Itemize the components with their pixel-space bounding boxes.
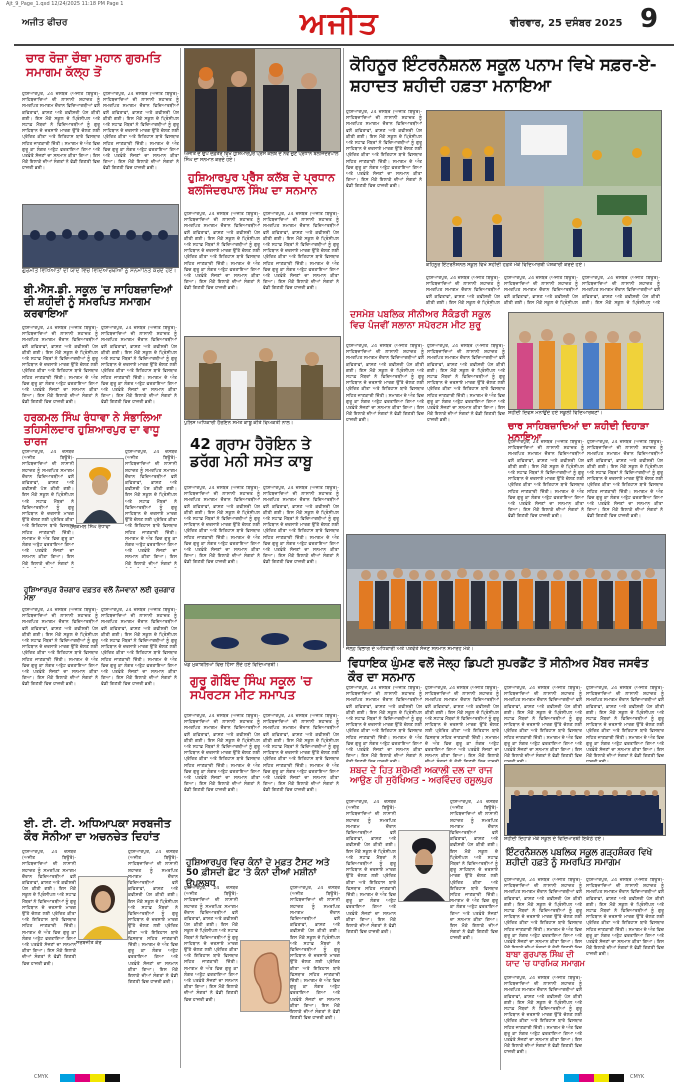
article-body: ਹੁਸ਼ਿਆਰਪੁਰ, 24 ਦਸੰਬਰ (ਅਜੀਤ ਬਿਊਰੋ)- ਸਾਹਿਬਜ਼ਾਦਿਆਂ ਦੀ ਲਾਸਾਨੀ ਸ਼ਹਾਦਤ ਨੂੰ ਸਮਰਪਿਤ ਸਮਾਗਮ ਦੌਰਾਨ ਵਿਦਿਆਰਥੀਆਂ ਵਲੋਂ ਕਵਿਤਾਵਾਂ, ਭਾਸ਼ਣ ਅਤੇ ਕਵੀਸ਼ਰੀ ਪੇਸ਼ ਕੀਤੀ ਗਈ। ਇਸ ਮੌਕੇ ਸਕੂਲ ਦੇ ਪ੍ਰਿੰਸੀਪਲ ਅਤੇ ਸਟਾਫ਼ ਮੈਂਬਰਾਂ ਨੇ ਵਿਦਿਆਰਥੀਆਂ ਨੂੰ ਗੁਰੂ ਸਾਹਿਬਾਨ ਦੇ ਦਰਸਾਏ ਮਾਰਗ ਉੱਤੇ ਚੱਲਣ ਲਈ ਪ੍ਰੇਰਿਤ ਕੀਤਾ ਅਤੇ ਇਤਿਹਾਸ ਬਾਰੇ ਵਿਸਥਾਰ ਸਹਿਤ ਜਾਣਕਾਰੀ ਦਿੱਤੀ। ਸਮਾਗਮ ਦੇ ਅੰਤ ਵਿਚ ਗੁਰੂ ਕਾ ਲੰਗਰ ਅਤੁੱਟ ਵਰਤਾਇਆ ਗਿਆ ਅਤੇ ਪਤਵੰਤੇ ਸੱਜਣਾਂ ਦਾ ਸਨਮਾਨ ਕੀਤਾ ਗਿਆ। ਇਸ ਮੌਕੇ ਇਲਾਕੇ [425, 686, 499, 760]
article-body: ਹੁਸ਼ਿਆਰਪੁਰ, 24 ਦਸੰਬਰ (ਅਜੀਤ ਬਿਊਰੋ)- ਸਾਹਿਬਜ਼ਾਦਿਆਂ ਦੀ ਲਾਸਾਨੀ ਸ਼ਹਾਦਤ ਨੂੰ ਸਮਰਪਿਤ ਸਮਾਗਮ ਦੌਰਾਨ ਵਿਦਿਆਰਥੀਆਂ ਵਲੋਂ ਕਵਿਤਾਵਾਂ, ਭਾਸ਼ਣ ਅਤੇ ਕਵੀਸ਼ਰੀ ਪੇਸ਼ ਕੀਤੀ ਗਈ। ਇਸ ਮੌਕੇ ਸਕੂਲ ਦੇ ਪ੍ਰਿੰਸੀਪਲ ਅਤੇ ਸਟਾਫ਼ ਮੈਂਬਰਾਂ ਨੇ ਵਿਦਿਆਰਥੀਆਂ ਨੂੰ ਗੁਰੂ ਸਾਹਿਬਾਨ ਦੇ ਦਰਸਾਏ ਮਾਰਗ ਉੱਤੇ ਚੱਲਣ ਲਈ ਪ੍ਰੇਰਿਤ ਕੀਤਾ ਅਤੇ ਇਤਿਹਾਸ ਬਾਰੇ ਵਿਸਥਾਰ ਸਹਿਤ ਜਾਣਕਾਰੀ ਦਿੱਤੀ। ਸਮਾਗਮ ਦੇ ਅੰਤ ਵਿਚ ਗੁਰੂ ਕਾ ਲੰਗਰ ਅਤੁੱਟ ਵਰਤਾਇਆ ਗਿਆ ਅਤੇ ਪਤਵੰਤੇ ਸੱਜਣਾਂ ਦਾ ਸਨਮਾਨ ਕੀਤਾ ਗਿਆ। ਇਸ ਮੌਕੇ ਇਲਾਕੇ ਦੀਆਂ ਸੰਗਤਾਂ ਨੇ ਵੱਡੀ ਗਿਣਤੀ ਵਿਚ ਹਾਜ਼ਰੀ ਭਰੀ। [263, 212, 339, 292]
article-body: ਹੁਸ਼ਿਆਰਪੁਰ, 24 ਦਸੰਬਰ (ਅਜੀਤ ਬਿਊਰੋ)- ਸਾਹਿਬਜ਼ਾਦਿਆਂ ਦੀ ਲਾਸਾਨੀ ਸ਼ਹਾਦਤ ਨੂੰ ਸਮਰਪਿਤ ਸਮਾਗਮ ਦੌਰਾਨ ਵਿਦਿਆਰਥੀਆਂ ਵਲੋਂ ਕਵਿਤਾਵਾਂ, ਭਾਸ਼ਣ ਅਤੇ ਕਵੀਸ਼ਰੀ ਪੇਸ਼ ਕੀਤੀ ਗਈ। ਇਸ ਮੌਕੇ ਸਕੂਲ ਦੇ ਪ੍ਰਿੰਸੀਪਲ ਅਤੇ ਸਟਾਫ਼ ਮੈਂਬਰਾਂ ਨੇ ਵਿਦਿਆਰਥੀਆਂ ਨੂੰ ਗੁਰੂ ਸਾਹਿਬਾਨ ਦੇ ਦਰਸਾਏ ਮਾਰਗ ਉੱਤੇ ਚੱਲਣ ਲਈ ਪ੍ਰੇਰਿਤ ਕੀਤਾ ਅਤੇ ਇਤਿਹਾਸ ਬਾਰੇ ਵਿਸਥਾਰ ਸਹਿਤ ਜਾਣਕਾਰੀ ਦਿੱਤੀ। ਸਮਾਗਮ ਦੇ ਅੰਤ ਵਿਚ ਗੁਰੂ ਕਾ ਲੰਗਰ ਅਤੁੱਟ ਵਰਤਾਇਆ ਗਿਆ ਅਤੇ ਪਤਵੰਤੇ ਸੱਜਣਾਂ ਦਾ ਸਨਮਾਨ ਕੀਤਾ ਗਿਆ। ਇਸ ਮੌਕੇ ਇਲਾਕੇ ਦੀਆਂ ਸੰਗਤਾਂ ਨੇ [125, 450, 177, 567]
portrait-photo [398, 830, 450, 902]
article-body: ਹੁਸ਼ਿਆਰਪੁਰ, 24 ਦਸੰਬਰ (ਅਜੀਤ ਬਿਊਰੋ)- ਸਾਹਿਬਜ਼ਾਦਿਆਂ ਦੀ ਲਾਸਾਨੀ ਸ਼ਹਾਦਤ ਨੂੰ ਸਮਰਪਿਤ ਸਮਾਗਮ ਦੌਰਾਨ ਵਿਦਿਆਰਥੀਆਂ ਵਲੋਂ ਕਵਿਤਾਵਾਂ, ਭਾਸ਼ਣ ਅਤੇ ਕਵੀਸ਼ਰੀ ਪੇਸ਼ ਕੀਤੀ ਗਈ। ਇਸ ਮੌਕੇ ਸਕੂਲ ਦੇ ਪ੍ਰਿੰਸੀਪਲ ਅਤੇ ਸਟਾਫ਼ ਮੈਂਬਰਾਂ ਨੇ ਵਿਦਿਆਰਥੀਆਂ ਨੂੰ ਗੁਰੂ ਸਾਹਿਬਾਨ ਦੇ ਦਰਸਾਏ ਮਾਰਗ ਉੱਤੇ ਚੱਲਣ ਲਈ ਪ੍ਰੇਰਿਤ ਕੀਤਾ ਅਤੇ ਇਤਿਹਾਸ ਬਾਰੇ ਵਿਸਥਾਰ ਸਹਿਤ ਜਾਣਕਾਰੀ ਦਿੱਤੀ। ਸਮਾਗਮ ਦੇ ਅੰਤ ਵਿਚ ਗੁਰੂ ਕਾ ਲੰਗਰ ਅਤੁੱਟ ਵਰਤਾਇਆ ਗਿਆ ਅਤੇ ਪਤਵੰਤੇ ਸੱਜਣਾਂ ਦਾ ਸਨਮਾਨ ਕੀਤਾ ਗਿਆ। ਇਸ ਮੌਕੇ ਇਲਾਕੇ ਦੀਆਂ ਸੰਗਤਾਂ ਨੇ [346, 686, 422, 760]
ear-photo [240, 940, 290, 1012]
article-body: ਹੁਸ਼ਿਆਰਪੁਰ, 24 ਦਸੰਬਰ (ਅਜੀਤ ਬਿਊਰੋ)- ਸਾਹਿਬਜ਼ਾਦਿਆਂ ਦੀ ਲਾਸਾਨੀ ਸ਼ਹਾਦਤ ਨੂੰ ਸਮਰਪਿਤ ਸਮਾਗਮ ਦੌਰਾਨ ਵਿਦਿਆਰਥੀਆਂ ਵਲੋਂ ਕਵਿਤਾਵਾਂ, ਭਾਸ਼ਣ ਅਤੇ ਕਵੀਸ਼ਰੀ ਪੇਸ਼ ਕੀਤੀ ਗਈ। ਇਸ ਮੌਕੇ ਸਕੂਲ ਦੇ ਪ੍ਰਿੰਸੀਪਲ ਅਤੇ ਸਟਾਫ਼ ਮੈਂਬਰਾਂ ਨੇ ਵਿਦਿਆਰਥੀਆਂ ਨੂੰ ਗੁਰੂ ਸਾਹਿਬਾਨ ਦੇ ਦਰਸਾਏ ਮਾਰਗ ਉੱਤੇ ਚੱਲਣ ਲਈ ਪ੍ਰੇਰਿਤ ਕੀਤਾ ਅਤੇ ਇਤਿਹਾਸ ਬਾਰੇ ਵਿਸਥਾਰ ਸਹਿਤ ਜਾਣਕਾਰੀ ਦਿੱਤੀ। ਸਮਾਗਮ ਦੇ ਅੰਤ ਵਿਚ ਗੁਰੂ ਕਾ ਲੰਗਰ ਅਤੁੱਟ ਵਰਤਾਇਆ ਗਿਆ ਅਤੇ ਪਤਵੰਤੇ ਸੱਜਣਾਂ ਦਾ ਸਨਮਾਨ ਕੀਤਾ ਗਿਆ। ਇਸ ਮੌਕੇ ਇਲਾਕੇ ਦੀਆਂ ਸੰਗਤਾਂ ਨੇ ਵੱਡੀ ਗਿਣਤੀ ਵਿਚ ਹਾਜ਼ਰੀ ਭਰੀ। [184, 714, 260, 794]
article-body: ਹੁਸ਼ਿਆਰਪੁਰ, 24 ਦਸੰਬਰ (ਅਜੀਤ ਬਿਊਰੋ)- ਸਾਹਿਬਜ਼ਾਦਿਆਂ ਦੀ ਲਾਸਾਨੀ ਸ਼ਹਾਦਤ ਨੂੰ ਸਮਰਪਿਤ ਸਮਾਗਮ ਦੌਰਾਨ ਵਿਦਿਆਰਥੀਆਂ ਵਲੋਂ ਕਵਿਤਾਵਾਂ, ਭਾਸ਼ਣ ਅਤੇ ਕਵੀਸ਼ਰੀ ਪੇਸ਼ ਕੀਤੀ ਗਈ। ਇਸ ਮੌਕੇ ਸਕੂਲ ਦੇ ਪ੍ਰਿੰਸੀਪਲ ਅਤੇ ਸਟਾਫ਼ ਮੈਂਬਰਾਂ ਨੇ ਵਿਦਿਆਰਥੀਆਂ ਨੂੰ ਗੁਰੂ ਸਾਹਿਬਾਨ ਦੇ ਦਰਸਾਏ ਮਾਰਗ ਉੱਤੇ ਚੱਲਣ ਲਈ ਪ੍ਰੇਰਿਤ ਕੀਤਾ ਅਤੇ ਇਤਿਹਾਸ ਬਾਰੇ ਵਿਸਥਾਰ ਸਹਿਤ ਜਾਣਕਾਰੀ ਦਿੱਤੀ। ਸਮਾਗਮ ਦੇ ਅੰਤ ਵਿਚ ਗੁਰੂ ਕਾ ਲੰਗਰ ਅਤੁੱਟ ਵਰਤਾਇਆ ਗਿਆ ਅਤੇ ਪਤਵੰਤੇ ਸੱਜਣਾਂ ਦਾ ਸਨਮਾਨ ਕੀਤਾ ਗਿਆ। ਇਸ ਮੌਕੇ ਇਲਾਕੇ ਦੀਆਂ ਸੰਗਤਾਂ ਨੇ ਵੱਡੀ ਗਿਣਤੀ ਵਿਚ ਹਾਜ਼ਰੀ ਭਰੀ। [346, 344, 424, 424]
article-body: ਹੁਸ਼ਿਆਰਪੁਰ, 24 ਦਸੰਬਰ (ਅਜੀਤ ਬਿਊਰੋ)- ਸਾਹਿਬਜ਼ਾਦਿਆਂ ਦੀ ਲਾਸਾਨੀ ਸ਼ਹਾਦਤ ਨੂੰ ਸਮਰਪਿਤ ਸਮਾਗਮ ਦੌਰਾਨ ਵਿਦਿਆਰਥੀਆਂ ਵਲੋਂ ਕਵਿਤਾਵਾਂ, ਭਾਸ਼ਣ ਅਤੇ ਕਵੀਸ਼ਰੀ ਪੇਸ਼ ਕੀਤੀ ਗਈ। ਇਸ ਮੌਕੇ ਸਕੂਲ ਦੇ ਪ੍ਰਿੰਸੀਪਲ ਅਤੇ ਸਟਾਫ਼ ਮੈਂਬਰਾਂ ਨੇ ਵਿਦਿਆਰਥੀਆਂ ਨੂੰ ਗੁਰੂ ਸਾਹਿਬਾਨ ਦੇ ਦਰਸਾਏ ਮਾਰਗ ਉੱਤੇ ਚੱਲਣ ਲਈ ਪ੍ਰੇਰਿਤ ਕੀਤਾ ਅਤੇ ਇਤਿਹਾਸ ਬਾਰੇ ਵਿਸਥਾਰ ਸਹਿਤ ਜਾਣਕਾਰੀ ਦਿੱਤੀ। ਸਮਾਗਮ ਦੇ ਅੰਤ ਵਿਚ ਗੁਰੂ ਕਾ ਲੰਗਰ ਅਤੁੱਟ ਵਰਤਾਇਆ ਗਿਆ ਅਤੇ ਪਤਵੰਤੇ ਸੱਜਣਾਂ ਦਾ ਸਨਮਾਨ ਕੀਤਾ ਗਿਆ। ਇਸ [504, 878, 582, 946]
photo-caption: ਖੇਡ ਮੁਕਾਬਲਿਆਂ ਵਿਚ ਹਿੱਸਾ ਲੈਂਦੇ ਹੋਏ ਵਿਦਿਆਰਥੀ। [184, 662, 279, 668]
photo-caption: ਸ਼ਹੀਦੀ ਦਿਵਸ ਮਨਾਉਂਦੇ ਹੋਏ ਸਕੂਲੀ ਵਿਦਿਆਰਥਣਾਂ। [508, 410, 603, 416]
column-divider [180, 48, 181, 1068]
newspaper-logo: ਅਜੀਤ [300, 6, 380, 41]
color-registration-bar [564, 1074, 624, 1082]
issue-date: ਵੀਰਵਾਰ, 25 ਦਸੰਬਰ 2025 [510, 18, 623, 29]
article-body: ਹੁਸ਼ਿਆਰਪੁਰ, 24 ਦਸੰਬਰ (ਅਜੀਤ ਬਿਊਰੋ)- ਸਾਹਿਬਜ਼ਾਦਿਆਂ ਦੀ ਲਾਸਾਨੀ ਸ਼ਹਾਦਤ ਨੂੰ ਸਮਰਪਿਤ ਸਮਾਗਮ ਦੌਰਾਨ ਵਿਦਿਆਰਥੀਆਂ ਵਲੋਂ ਕਵਿਤਾਵਾਂ, ਭਾਸ਼ਣ ਅਤੇ ਕਵੀਸ਼ਰੀ ਪੇਸ਼ ਕੀਤੀ ਗਈ। ਇਸ ਮੌਕੇ ਸਕੂਲ ਦੇ ਪ੍ਰਿੰਸੀਪਲ ਅਤੇ ਸਟਾਫ਼ ਮੈਂਬਰਾਂ ਨੇ ਵਿਦਿਆਰਥੀਆਂ ਨੂੰ ਗੁਰੂ ਸਾਹਿਬਾਨ ਦੇ ਦਰਸਾਏ ਮਾਰਗ ਉੱਤੇ ਚੱਲਣ ਲਈ ਪ੍ਰੇਰਿਤ ਕੀਤਾ ਅਤੇ ਇਤਿਹਾਸ ਬਾਰੇ ਵਿਸਥਾਰ ਸਹਿਤ ਜਾਣਕਾਰੀ ਦਿੱਤੀ। ਸਮਾਗਮ ਦੇ ਅੰਤ ਵਿਚ ਗੁਰੂ ਕਾ ਲੰਗਰ ਅਤੁੱਟ ਵਰਤਾਇਆ ਗਿਆ ਅਤੇ ਪਤਵੰਤੇ ਸੱਜਣਾਂ ਦਾ ਸਨਮਾਨ ਕੀਤਾ ਗਿਆ। ਇਸ ਮੌਕੇ ਇਲਾਕੇ ਦੀਆਂ ਸੰਗਤਾਂ ਨੇ ਵੱਡੀ ਗਿਣਤੀ ਵਿਚ ਹਾਜ਼ਰੀ ਭਰੀ। [184, 886, 238, 1003]
article-body: ਹੁਸ਼ਿਆਰਪੁਰ, 24 ਦਸੰਬਰ (ਅਜੀਤ ਬਿਊਰੋ)- ਸਾਹਿਬਜ਼ਾਦਿਆਂ ਦੀ ਲਾਸਾਨੀ ਸ਼ਹਾਦਤ ਨੂੰ ਸਮਰਪਿਤ ਸਮਾਗਮ ਦੌਰਾਨ ਵਿਦਿਆਰਥੀਆਂ ਵਲੋਂ ਕਵਿਤਾਵਾਂ, ਭਾਸ਼ਣ ਅਤੇ ਕਵੀਸ਼ਰੀ ਪੇਸ਼ ਕੀਤੀ ਗਈ। ਇਸ ਮੌਕੇ ਸਕੂਲ ਦੇ ਪ੍ਰਿੰਸੀਪਲ ਅਤੇ ਸਟਾਫ਼ ਮੈਂਬਰਾਂ ਨੇ ਵਿਦਿਆਰਥੀਆਂ ਨੂੰ ਗੁਰੂ ਸਾਹਿਬਾਨ ਦੇ ਦਰਸਾਏ ਮਾਰਗ ਉੱਤੇ ਚੱਲਣ ਲਈ ਪ੍ਰੇਰਿਤ ਕੀਤਾ ਅਤੇ ਇਤਿਹਾਸ ਬਾਰੇ ਵਿਸਥਾਰ ਸਹਿਤ ਜਾਣਕਾਰੀ ਦਿੱਤੀ। ਸਮਾਗਮ ਦੇ ਅੰਤ ਵਿਚ ਗੁਰੂ ਕਾ ਲੰਗਰ ਅਤੁੱਟ ਵਰਤਾਇਆ ਗਿਆ ਅਤੇ ਪਤਵੰਤੇ ਸੱਜਣਾਂ ਦਾ ਸਨਮਾਨ ਕੀਤਾ ਗਿਆ। ਇਸ ਮੌਕੇ ਇਲਾਕੇ ਦੀਆਂ ਸੰਗਤਾਂ ਨੇ ਵੱਡੀ ਗਿਣਤੀ ਵਿਚ [586, 686, 664, 760]
article-headline: ਚਾਰ ਰੋਜ਼ਾ ਚੌਥਾ ਮਹਾਨ ਗੁਰਮਤਿ ਸਮਾਗਮ ਕੱਲ੍ਹ ਤੋਂ [26, 51, 161, 79]
color-registration-bar [60, 1074, 120, 1082]
photo-caption: ਜੇਲ੍ਹ ਵਿਭਾਗ ਦੇ ਅਧਿਕਾਰੀ ਅਤੇ ਪਤਵੰਤੇ ਸੱਜਣ ਸਨਮਾਨ ਸਮਾਰੋਹ ਮੌਕੇ। [346, 646, 474, 652]
article-body: ਹੁਸ਼ਿਆਰਪੁਰ, 24 ਦਸੰਬਰ (ਅਜੀਤ ਬਿਊਰੋ)- ਸਾਹਿਬਜ਼ਾਦਿਆਂ ਦੀ ਲਾਸਾਨੀ ਸ਼ਹਾਦਤ ਨੂੰ ਸਮਰਪਿਤ ਸਮਾਗਮ ਦੌਰਾਨ ਵਿਦਿਆਰਥੀਆਂ ਵਲੋਂ ਕਵਿਤਾਵਾਂ, ਭਾਸ਼ਣ ਅਤੇ ਕਵੀਸ਼ਰੀ ਪੇਸ਼ ਕੀਤੀ ਗਈ। ਇਸ ਮੌਕੇ ਸਕੂਲ ਦੇ ਪ੍ਰਿੰਸੀਪਲ ਅਤੇ ਸਟਾਫ਼ ਮੈਂਬਰਾਂ ਨੇ ਵਿਦਿਆਰਥੀਆਂ ਨੂੰ ਗੁਰੂ ਸਾਹਿਬਾਨ ਦੇ ਦਰਸਾਏ ਮਾਰਗ ਉੱਤੇ ਚੱਲਣ ਲਈ ਪ੍ਰੇਰਿਤ ਕੀਤਾ ਅਤੇ ਇਤਿਹਾਸ ਬਾਰੇ ਵਿਸਥਾਰ ਸਹਿਤ ਜਾਣਕਾਰੀ ਦਿੱਤੀ। ਸਮਾਗਮ ਦੇ ਅੰਤ ਵਿਚ ਗੁਰੂ ਕਾ ਲੰਗਰ ਅਤੁੱਟ ਵਰਤਾਇਆ ਗਿਆ ਅਤੇ ਪਤਵੰਤੇ ਸੱਜਣਾਂ ਦਾ ਸਨਮਾਨ ਕੀਤਾ ਗਿਆ। ਇਸ ਮੌਕੇ ਇਲਾਕੇ ਦੀਆਂ ਸੰਗਤਾਂ ਨੇ ਵੱਡੀ ਗਿਣਤੀ ਵਿਚ [504, 686, 582, 760]
article-headline: ਹੁਸ਼ਿਆਰਪੁਰ ਵਿਚ ਕੰਨਾਂ ਦੇ ਮੁਫ਼ਤ ਟੈਸਟ ਅਤੇ 50 ਫ਼ੀਸਦੀ ਛੋਟ 'ਤੇ ਕੰਨਾਂ ਦੀਆਂ ਮਸ਼ੀਨਾਂ ਉਪਲਬਧ [186, 858, 330, 889]
article-body: ਹੁਸ਼ਿਆਰਪੁਰ, 24 ਦਸੰਬਰ (ਅਜੀਤ ਬਿਊਰੋ)- ਸਾਹਿਬਜ਼ਾਦਿਆਂ ਦੀ ਲਾਸਾਨੀ ਸ਼ਹਾਦਤ ਨੂੰ ਸਮਰਪਿਤ ਸਮਾਗਮ ਦੌਰਾਨ ਵਿਦਿਆਰਥੀਆਂ ਵਲੋਂ ਕਵਿਤਾਵਾਂ, ਭਾਸ਼ਣ ਅਤੇ ਕਵੀਸ਼ਰੀ ਪੇਸ਼ ਕੀਤੀ ਗਈ। ਇਸ ਮੌਕੇ ਸਕੂਲ ਦੇ ਪ੍ਰਿੰਸੀਪਲ ਅਤੇ ਸਟਾਫ਼ ਮੈਂਬਰਾਂ ਨੇ ਵਿਦਿਆਰਥੀਆਂ ਨੂੰ ਗੁਰੂ ਸਾਹਿਬਾਨ ਦੇ ਦਰਸਾਏ ਮਾਰਗ ਉੱਤੇ ਚੱਲਣ ਲਈ ਪ੍ਰੇਰਿਤ ਕੀਤਾ ਅਤੇ ਇਤਿਹਾਸ ਬਾਰੇ ਵਿਸਥਾਰ ਸਹਿਤ ਜਾਣਕਾਰੀ ਦਿੱਤੀ। ਸਮਾਗਮ ਦੇ ਅੰਤ ਵਿਚ ਗੁਰੂ ਕਾ ਲੰਗਰ ਅਤੁੱਟ ਵਰਤਾਇਆ ਗਿਆ ਅਤੇ ਪਤਵੰਤੇ ਸੱਜਣਾਂ ਦਾ ਸਨਮਾਨ ਕੀਤਾ ਗਿਆ। ਇਸ ਮੌਕੇ ਇਲਾਕੇ ਦੀਆਂ ਸੰਗਤਾਂ ਨੇ ਵੱਡੀ ਗਿਣਤੀ ਵਿਚ ਹਾਜ਼ਰੀ ਭਰੀ। [22, 608, 98, 688]
page-number: 9 [640, 4, 659, 34]
article-body: ਹੁਸ਼ਿਆਰਪੁਰ, 24 ਦਸੰਬਰ (ਅਜੀਤ ਬਿਊਰੋ)- ਸਾਹਿਬਜ਼ਾਦਿਆਂ ਦੀ ਲਾਸਾਨੀ ਸ਼ਹਾਦਤ ਨੂੰ ਸਮਰਪਿਤ ਸਮਾਗਮ ਦੌਰਾਨ ਵਿਦਿਆਰਥੀਆਂ ਵਲੋਂ ਕਵਿਤਾਵਾਂ, ਭਾਸ਼ਣ ਅਤੇ ਕਵੀਸ਼ਰੀ ਪੇਸ਼ ਕੀਤੀ ਗਈ। ਇਸ ਮੌਕੇ ਸਕੂਲ ਦੇ ਪ੍ਰਿੰਸੀਪਲ ਅਤੇ ਸਟਾਫ਼ ਮੈਂਬਰਾਂ ਨੇ ਵਿਦਿਆਰਥੀਆਂ ਨੂੰ ਗੁਰੂ ਸਾਹਿਬਾਨ ਦੇ ਦਰਸਾਏ ਮਾਰਗ ਉੱਤੇ ਚੱਲਣ ਲਈ ਪ੍ਰੇਰਿਤ ਕੀਤਾ ਅਤੇ ਇਤਿਹਾਸ ਬਾਰੇ ਵਿਸਥਾਰ ਸਹਿਤ ਜਾਣਕਾਰੀ ਦਿੱਤੀ। ਸਮਾਗਮ ਦੇ ਅੰਤ ਵਿਚ ਗੁਰੂ ਕਾ ਲੰਗਰ ਅਤੁੱਟ ਵਰਤਾਇਆ ਗਿਆ ਅਤੇ ਪਤਵੰਤੇ ਸੱਜਣਾਂ ਦਾ ਸਨਮਾਨ ਕੀਤਾ ਗਿਆ। ਇਸ ਮੌਕੇ ਇਲਾਕੇ ਦੀਆਂ ਸੰਗਤਾਂ ਨੇ ਵੱਡੀ ਗਿਣਤੀ ਵਿਚ ਹਾਜ਼ਰੀ ਭਰੀ। [263, 486, 339, 566]
article-headline: ਗੁਰੂ ਗੋਬਿੰਦ ਸਿੰਘ ਸਕੂਲ 'ਚ ਸਪੋਰਟਸ ਮੀਟ ਸਮਾਪਤ [190, 673, 312, 703]
article-headline: ਬੀ.ਐਸ.ਡੀ. ਸਕੂਲ 'ਚ ਸਾਹਿਬਜ਼ਾਦਿਆਂ ਦੀ ਸ਼ਹੀਦੀ ਨੂੰ ਸਮਰਪਿਤ ਸਮਾਗਮ ਕਰਵਾਇਆ [24, 284, 173, 321]
press-club-photo [184, 48, 341, 152]
photo-caption: ਪੁਲਿਸ ਅਧਿਕਾਰੀ ਹੈਰੋਇਨ ਸਮੇਤ ਕਾਬੂ ਕੀਤੇ ਵਿਅਕਤੀ ਨਾਲ। [184, 420, 294, 426]
column-divider [500, 690, 501, 1070]
article-headline: ਵਿਧਾਇਕ ਘੁੰਮਣ ਵਲੋਂ ਜੇਲ੍ਹ ਡਿਪਟੀ ਸੁਪਰਡੈਂਟ ਤੋਂ ਸੀਨੀਅਰ ਮੈਂਬਰ ਜਸਵੰਤ ਕੌਰ ਦਾ ਸਨਮਾਨ [348, 656, 649, 684]
article-body: ਹੁਸ਼ਿਆਰਪੁਰ, 24 ਦਸੰਬਰ (ਅਜੀਤ ਬਿਊਰੋ)- ਸਾਹਿਬਜ਼ਾਦਿਆਂ ਦੀ ਲਾਸਾਨੀ ਸ਼ਹਾਦਤ ਨੂੰ ਸਮਰਪਿਤ ਸਮਾਗਮ ਦੌਰਾਨ ਵਿਦਿਆਰਥੀਆਂ ਵਲੋਂ ਕਵਿਤਾਵਾਂ, ਭਾਸ਼ਣ ਅਤੇ ਕਵੀਸ਼ਰੀ ਪੇਸ਼ ਕੀਤੀ ਗਈ। ਇਸ ਮੌਕੇ ਸਕੂਲ ਦੇ ਪ੍ਰਿੰਸੀਪਲ ਅਤੇ ਸਟਾਫ਼ ਮੈਂਬਰਾਂ ਨੇ ਵਿਦਿਆਰਥੀਆਂ ਨੂੰ ਗੁਰੂ ਸਾਹਿਬਾਨ ਦੇ ਦਰਸਾਏ ਮਾਰਗ ਉੱਤੇ ਚੱਲਣ ਲਈ ਪ੍ਰੇਰਿਤ ਕੀਤਾ ਅਤੇ ਇਤਿਹਾਸ ਬਾਰੇ ਵਿਸਥਾਰ ਸਹਿਤ ਜਾਣਕਾਰੀ ਦਿੱਤੀ। ਸਮਾਗਮ ਦੇ ਅੰਤ ਵਿਚ ਗੁਰੂ ਕਾ ਲੰਗਰ ਅਤੁੱਟ ਵਰਤਾਇਆ ਗਿਆ ਅਤੇ ਪਤਵੰਤੇ ਸੱਜਣਾਂ ਦਾ ਸਨਮਾਨ ਕੀਤਾ ਗਿਆ। ਇਸ ਮੌਕੇ ਇਲਾਕੇ ਦੀਆਂ ਸੰਗਤਾਂ ਨੇ ਵੱਡੀ ਗਿਣਤੀ ਵਿਚ ਹਾਜ਼ਰੀ ਭਰੀ। [450, 800, 498, 942]
article-body: ਹੁਸ਼ਿਆਰਪੁਰ, 24 ਦਸੰਬਰ (ਅਜੀਤ ਬਿਊਰੋ)- ਸਾਹਿਬਜ਼ਾਦਿਆਂ ਦੀ ਲਾਸਾਨੀ ਸ਼ਹਾਦਤ ਨੂੰ ਸਮਰਪਿਤ ਸਮਾਗਮ ਦੌਰਾਨ ਵਿਦਿਆਰਥੀਆਂ ਵਲੋਂ ਕਵਿਤਾਵਾਂ, ਭਾਸ਼ਣ ਅਤੇ ਕਵੀਸ਼ਰੀ ਪੇਸ਼ ਕੀਤੀ ਗਈ। ਇਸ ਮੌਕੇ ਸਕੂਲ ਦੇ ਪ੍ਰਿੰਸੀਪਲ ਅਤੇ ਸਟਾਫ਼ ਮੈਂਬਰਾਂ ਨੇ ਵਿਦਿਆਰਥੀਆਂ ਨੂੰ ਗੁਰੂ ਸਾਹਿਬਾਨ ਦੇ ਦਰਸਾਏ ਮਾਰਗ ਉੱਤੇ ਚੱਲਣ ਲਈ ਪ੍ਰੇਰਿਤ ਕੀਤਾ ਅਤੇ ਇਤਿਹਾਸ ਬਾਰੇ ਵਿਸਥਾਰ ਸਹਿਤ ਜਾਣਕਾਰੀ ਦਿੱਤੀ। ਸਮਾਗਮ ਦੇ ਅੰਤ ਵਿਚ ਗੁਰੂ ਕਾ ਲੰਗਰ ਅਤੁੱਟ ਵਰਤਾਇਆ ਗਿਆ ਅਤੇ ਪਤਵੰਤੇ ਸੱਜਣਾਂ ਦਾ ਸਨਮਾਨ ਕੀਤਾ ਗਿਆ। ਇਸ ਮੌਕੇ ਇਲਾਕੇ ਦੀਆਂ ਸੰਗਤਾਂ ਨੇ ਵੱਡੀ ਗਿਣਤੀ ਵਿਚ ਹਾਜ਼ਰੀ ਭਰੀ। [508, 440, 584, 520]
sahibzade-photo [508, 312, 664, 410]
article-body: ਹੁਸ਼ਿਆਰਪੁਰ, 24 ਦਸੰਬਰ (ਅਜੀਤ ਬਿਊਰੋ)- ਸਾਹਿਬਜ਼ਾਦਿਆਂ ਦੀ ਲਾਸਾਨੀ ਸ਼ਹਾਦਤ ਨੂੰ ਸਮਰਪਿਤ ਸਮਾਗਮ ਦੌਰਾਨ ਵਿਦਿਆਰਥੀਆਂ ਵਲੋਂ ਕਵਿਤਾਵਾਂ, ਭਾਸ਼ਣ ਅਤੇ ਕਵੀਸ਼ਰੀ ਪੇਸ਼ ਕੀਤੀ ਗਈ। ਇਸ ਮੌਕੇ ਸਕੂਲ ਦੇ ਪ੍ਰਿੰਸੀਪਲ ਅਤੇ [582, 276, 660, 306]
photo-caption: ਸ਼ਹੀਦੀ ਦਿਹਾੜੇ ਮੌਕੇ ਸਕੂਲ ਦੇ ਵਿਦਿਆਰਥੀ ਇਕੱਠੇ ਹੋਏ। [504, 836, 605, 842]
column-divider [343, 48, 344, 648]
article-body: ਹੁਸ਼ਿਆਰਪੁਰ, 24 ਦਸੰਬਰ (ਅਜੀਤ ਬਿਊਰੋ)- ਸਾਹਿਬਜ਼ਾਦਿਆਂ ਦੀ ਲਾਸਾਨੀ ਸ਼ਹਾਦਤ ਨੂੰ ਸਮਰਪਿਤ ਸਮਾਗਮ ਦੌਰਾਨ ਵਿਦਿਆਰਥੀਆਂ ਵਲੋਂ ਕਵਿਤਾਵਾਂ, ਭਾਸ਼ਣ ਅਤੇ ਕਵੀਸ਼ਰੀ ਪੇਸ਼ ਕੀਤੀ ਗਈ। ਇਸ ਮੌਕੇ ਸਕੂਲ ਦੇ ਪ੍ਰਿੰਸੀਪਲ ਅਤੇ ਸਟਾਫ਼ ਮੈਂਬਰਾਂ ਨੇ ਵਿਦਿਆਰਥੀਆਂ ਨੂੰ ਗੁਰੂ ਸਾਹਿਬਾਨ ਦੇ ਦਰਸਾਏ ਮਾਰਗ ਉੱਤੇ ਚੱਲਣ ਲਈ ਪ੍ਰੇਰਿਤ ਕੀਤਾ ਅਤੇ ਇਤਿਹਾਸ ਬਾਰੇ ਵਿਸਥਾਰ ਸਹਿਤ ਜਾਣਕਾਰੀ ਦਿੱਤੀ। ਸਮਾਗਮ ਦੇ ਅੰਤ ਵਿਚ ਗੁਰੂ ਕਾ ਲੰਗਰ ਅਤੁੱਟ ਵਰਤਾਇਆ ਗਿਆ ਅਤੇ ਪਤਵੰਤੇ ਸੱਜਣਾਂ ਦਾ ਸਨਮਾਨ ਕੀਤਾ ਗਿਆ। ਇਸ ਮੌਕੇ ਇਲਾਕੇ ਦੀਆਂ ਸੰਗਤਾਂ ਨੇ [22, 450, 74, 567]
portrait-photo [76, 458, 124, 524]
article-body: ਹੁਸ਼ਿਆਰਪੁਰ, 24 ਦਸੰਬਰ (ਅਜੀਤ ਬਿਊਰੋ)- ਸਾਹਿਬਜ਼ਾਦਿਆਂ ਦੀ ਲਾਸਾਨੀ ਸ਼ਹਾਦਤ ਨੂੰ ਸਮਰਪਿਤ ਸਮਾਗਮ ਦੌਰਾਨ ਵਿਦਿਆਰਥੀਆਂ ਵਲੋਂ ਕਵਿਤਾਵਾਂ, ਭਾਸ਼ਣ ਅਤੇ ਕਵੀਸ਼ਰੀ ਪੇਸ਼ ਕੀਤੀ ਗਈ। ਇਸ ਮੌਕੇ ਸਕੂਲ ਦੇ ਪ੍ਰਿੰਸੀਪਲ ਅਤੇ ਸਟਾਫ਼ ਮੈਂਬਰਾਂ ਨੇ ਵਿਦਿਆਰਥੀਆਂ ਨੂੰ ਗੁਰੂ ਸਾਹਿਬਾਨ ਦੇ ਦਰਸਾਏ ਮਾਰਗ ਉੱਤੇ ਚੱਲਣ ਲਈ ਪ੍ਰੇਰਿਤ ਕੀਤਾ ਅਤੇ ਇਤਿਹਾਸ ਬਾਰੇ ਵਿਸਥਾਰ ਸਹਿਤ ਜਾਣਕਾਰੀ ਦਿੱਤੀ। ਸਮਾਗਮ ਦੇ ਅੰਤ ਵਿਚ ਗੁਰੂ ਕਾ ਲੰਗਰ ਅਤੁੱਟ ਵਰਤਾਇਆ ਗਿਆ ਅਤੇ ਪਤਵੰਤੇ ਸੱਜਣਾਂ ਦਾ ਸਨਮਾਨ ਕੀਤਾ ਗਿਆ। ਇਸ ਮੌਕੇ ਇਲਾਕੇ ਦੀਆਂ ਸੰਗਤਾਂ ਨੇ ਵੱਡੀ ਗਿਣਤੀ ਵਿਚ ਹਾਜ਼ਰੀ ਭਰੀ। [263, 714, 339, 794]
article-headline: ਚਾਰ ਸਾਹਿਬਜ਼ਾਦਿਆਂ ਦਾ ਸ਼ਹੀਦੀ ਦਿਹਾੜਾ ਮਨਾਇਆ [508, 421, 649, 443]
article-headline: ਇੰਟਰਨੈਸ਼ਨਲ ਪਬਲਿਕ ਸਕੂਲ ਗੜ੍ਹਸ਼ੰਕਰ ਵਿਖੇ ਸ਼ਹੀਦੀ ਹਫ਼ਤੇ ਨੂੰ ਸਮਰਪਿਤ ਸਮਾਗਮ [506, 848, 653, 869]
article-body: ਹੁਸ਼ਿਆਰਪੁਰ, 24 ਦਸੰਬਰ (ਅਜੀਤ ਬਿਊਰੋ)- ਸਾਹਿਬਜ਼ਾਦਿਆਂ ਦੀ ਲਾਸਾਨੀ ਸ਼ਹਾਦਤ ਨੂੰ ਸਮਰਪਿਤ ਸਮਾਗਮ ਦੌਰਾਨ ਵਿਦਿਆਰਥੀਆਂ ਵਲੋਂ ਕਵਿਤਾਵਾਂ, ਭਾਸ਼ਣ ਅਤੇ ਕਵੀਸ਼ਰੀ ਪੇਸ਼ ਕੀਤੀ ਗਈ। ਇਸ ਮੌਕੇ ਸਕੂਲ ਦੇ ਪ੍ਰਿੰਸੀਪਲ ਅਤੇ ਸਟਾਫ਼ ਮੈਂਬਰਾਂ ਨੇ ਵਿਦਿਆਰਥੀਆਂ ਨੂੰ ਗੁਰੂ ਸਾਹਿਬਾਨ ਦੇ ਦਰਸਾਏ ਮਾਰਗ ਉੱਤੇ ਚੱਲਣ ਲਈ ਪ੍ਰੇਰਿਤ ਕੀਤਾ ਅਤੇ ਇਤਿਹਾਸ ਬਾਰੇ ਵਿਸਥਾਰ ਸਹਿਤ ਜਾਣਕਾਰੀ ਦਿੱਤੀ। ਸਮਾਗਮ ਦੇ ਅੰਤ ਵਿਚ ਗੁਰੂ ਕਾ ਲੰਗਰ ਅਤੁੱਟ ਵਰਤਾਇਆ ਗਿਆ ਅਤੇ ਪਤਵੰਤੇ ਸੱਜਣਾਂ ਦਾ ਸਨਮਾਨ ਕੀਤਾ ਗਿਆ। ਇਸ ਮੌਕੇ ਇਲਾਕੇ ਦੀਆਂ ਸੰਗਤਾਂ ਨੇ ਵੱਡੀ ਗਿਣਤੀ ਵਿਚ ਹਾਜ਼ਰੀ ਭਰੀ। [101, 326, 177, 406]
article-body: ਹੁਸ਼ਿਆਰਪੁਰ, 24 ਦਸੰਬਰ (ਅਜੀਤ ਬਿਊਰੋ)- ਸਾਹਿਬਜ਼ਾਦਿਆਂ ਦੀ ਲਾਸਾਨੀ ਸ਼ਹਾਦਤ ਨੂੰ ਸਮਰਪਿਤ ਸਮਾਗਮ ਦੌਰਾਨ ਵਿਦਿਆਰਥੀਆਂ ਵਲੋਂ ਕਵਿਤਾਵਾਂ, ਭਾਸ਼ਣ ਅਤੇ ਕਵੀਸ਼ਰੀ ਪੇਸ਼ ਕੀਤੀ ਗਈ। ਇਸ ਮੌਕੇ ਸਕੂਲ ਦੇ ਪ੍ਰਿੰਸੀਪਲ ਅਤੇ ਸਟਾਫ਼ ਮੈਂਬਰਾਂ ਨੇ ਵਿਦਿਆਰਥੀਆਂ ਨੂੰ ਗੁਰੂ ਸਾਹਿਬਾਨ ਦੇ ਦਰਸਾਏ ਮਾਰਗ ਉੱਤੇ ਚੱਲਣ ਲਈ ਪ੍ਰੇਰਿਤ ਕੀਤਾ ਅਤੇ ਇਤਿਹਾਸ ਬਾਰੇ ਵਿਸਥਾਰ ਸਹਿਤ ਜਾਣਕਾਰੀ ਦਿੱਤੀ। ਸਮਾਗਮ ਦੇ ਅੰਤ ਵਿਚ ਗੁਰੂ ਕਾ ਲੰਗਰ ਅਤੁੱਟ ਵਰਤਾਇਆ ਗਿਆ ਅਤੇ ਪਤਵੰਤੇ ਸੱਜਣਾਂ ਦਾ ਸਨਮਾਨ ਕੀਤਾ ਗਿਆ। ਇਸ ਮੌਕੇ ਇਲਾਕੇ ਦੀਆਂ ਸੰਗਤਾਂ ਨੇ ਵੱਡੀ ਗਿਣਤੀ ਵਿਚ ਹਾਜ਼ਰੀ ਭਰੀ। [22, 92, 100, 172]
portrait-caption: ਹਰਕਮਲ ਸਿੰਘ ਰੰਧਾਵਾ [70, 524, 111, 530]
article-headline: ਹੁਸ਼ਿਆਰਪੁਰ ਰੋਜ਼ਗਾਰ ਦਫ਼ਤਰ ਵਲੋਂ ਨੌਜਵਾਨਾਂ ਲਈ ਰੁਜ਼ਗਾਰ ਮੇਲਾ [24, 585, 175, 603]
article-body: ਹੁਸ਼ਿਆਰਪੁਰ, 24 ਦਸੰਬਰ (ਅਜੀਤ ਬਿਊਰੋ)- ਸਾਹਿਬਜ਼ਾਦਿਆਂ ਦੀ ਲਾਸਾਨੀ ਸ਼ਹਾਦਤ ਨੂੰ ਸਮਰਪਿਤ ਸਮਾਗਮ ਦੌਰਾਨ ਵਿਦਿਆਰਥੀਆਂ ਵਲੋਂ ਕਵਿਤਾਵਾਂ, ਭਾਸ਼ਣ ਅਤੇ ਕਵੀਸ਼ਰੀ ਪੇਸ਼ ਕੀਤੀ ਗਈ। ਇਸ ਮੌਕੇ ਸਕੂਲ ਦੇ ਪ੍ਰਿੰਸੀਪਲ ਅਤੇ ਸਟਾਫ਼ ਮੈਂਬਰਾਂ ਨੇ ਵਿਦਿਆਰਥੀਆਂ ਨੂੰ ਗੁਰੂ ਸਾਹਿਬਾਨ ਦੇ ਦਰਸਾਏ ਮਾਰਗ ਉੱਤੇ ਚੱਲਣ ਲਈ ਪ੍ਰੇਰਿਤ ਕੀਤਾ ਅਤੇ ਇਤਿਹਾਸ ਬਾਰੇ ਵਿਸਥਾਰ ਸਹਿਤ ਜਾਣਕਾਰੀ ਦਿੱਤੀ। ਸਮਾਗਮ ਦੇ ਅੰਤ ਵਿਚ ਗੁਰੂ ਕਾ ਲੰਗਰ ਅਤੁੱਟ ਵਰਤਾਇਆ ਗਿਆ ਅਤੇ ਪਤਵੰਤੇ ਸੱਜਣਾਂ ਦਾ ਸਨਮਾਨ ਕੀਤਾ ਗਿਆ। ਇਸ ਮੌਕੇ ਇਲਾਕੇ ਦੀਆਂ ਸੰਗਤਾਂ ਨੇ ਵੱਡੀ ਗਿਣਤੀ ਵਿਚ ਹਾਜ਼ਰੀ ਭਰੀ। [184, 212, 260, 292]
article-headline: ਹੁਸ਼ਿਆਰਪੁਰ ਪ੍ਰੈੱਸ ਕਲੱਬ ਦੇ ਪ੍ਰਧਾਨ ਬਲਜਿੰਦਰਪਾਲ ਸਿੰਘ ਦਾ ਸਨਮਾਨ [188, 171, 335, 197]
article-headline: ਸ਼ਬਦ ਦੇ ਹਿਤ ਸ਼੍ਰੋਮਣੀ ਅਕਾਲੀ ਦਲ ਦਾ ਰਾਜ ਆਉਣ ਹੀ ਸੁਰੱਖਿਅਤ - ਅਰਵਿੰਦਰ ਰਸੂਲਪੁਰ [350, 766, 493, 787]
students-group-photo [22, 204, 179, 268]
article-headline: ਹਰਕਮਲ ਸਿੰਘ ਰੰਧਾਵਾ ਨੇ ਸੰਭਾਲਿਆ ਤਹਿਸੀਲਦਾਰ ਹੁਸ਼ਿਆਰਪੁਰ ਦਾ ਵਾਧੂ ਚਾਰਜ [24, 412, 162, 449]
article-body: ਹੁਸ਼ਿਆਰਪੁਰ, 24 ਦਸੰਬਰ (ਅਜੀਤ ਬਿਊਰੋ)- ਸਾਹਿਬਜ਼ਾਦਿਆਂ ਦੀ ਲਾਸਾਨੀ ਸ਼ਹਾਦਤ ਨੂੰ ਸਮਰਪਿਤ ਸਮਾਗਮ ਦੌਰਾਨ ਵਿਦਿਆਰਥੀਆਂ ਵਲੋਂ ਕਵਿਤਾਵਾਂ, ਭਾਸ਼ਣ ਅਤੇ ਕਵੀਸ਼ਰੀ ਪੇਸ਼ ਕੀਤੀ ਗਈ। ਇਸ ਮੌਕੇ ਸਕੂਲ ਦੇ ਪ੍ਰਿੰਸੀਪਲ ਅਤੇ ਸਟਾਫ਼ ਮੈਂਬਰਾਂ ਨੇ ਵਿਦਿਆਰਥੀਆਂ ਨੂੰ ਗੁਰੂ ਸਾਹਿਬਾਨ ਦੇ ਦਰਸਾਏ ਮਾਰਗ ਉੱਤੇ ਚੱਲਣ ਲਈ ਪ੍ਰੇਰਿਤ ਕੀਤਾ ਅਤੇ ਇਤਿਹਾਸ ਬਾਰੇ ਵਿਸਥਾਰ ਸਹਿਤ ਜਾਣਕਾਰੀ ਦਿੱਤੀ। ਸਮਾਗਮ ਦੇ ਅੰਤ ਵਿਚ ਗੁਰੂ ਕਾ ਲੰਗਰ ਅਤੁੱਟ ਵਰਤਾਇਆ ਗਿਆ ਅਤੇ ਪਤਵੰਤੇ ਸੱਜਣਾਂ ਦਾ ਸਨਮਾਨ ਕੀਤਾ ਗਿਆ। ਇਸ ਮੌਕੇ ਇਲਾਕੇ ਦੀਆਂ ਸੰਗਤਾਂ ਨੇ ਵੱਡੀ ਗਿਣਤੀ ਵਿਚ ਹਾਜ਼ਰੀ ਭਰੀ। [586, 878, 664, 958]
registration-label: CMYK [34, 1074, 49, 1080]
main-headline: ਕੋਹਿਨੂਰ ਇੰਟਰਨੈਸ਼ਨਲ ਸਕੂਲ ਪਨਾਮ ਵਿਖੇ ਸਫ਼ਰ-ਏ-ਸ਼ਹਾਦਤ ਸ਼ਹੀਦੀ ਹਫ਼ਤਾ ਮਨਾਇਆ [350, 55, 657, 95]
article-body: ਹੁਸ਼ਿਆਰਪੁਰ, 24 ਦਸੰਬਰ (ਅਜੀਤ ਬਿਊਰੋ)- ਸਾਹਿਬਜ਼ਾਦਿਆਂ ਦੀ ਲਾਸਾਨੀ ਸ਼ਹਾਦਤ ਨੂੰ ਸਮਰਪਿਤ ਸਮਾਗਮ ਦੌਰਾਨ ਵਿਦਿਆਰਥੀਆਂ ਵਲੋਂ ਕਵਿਤਾਵਾਂ, ਭਾਸ਼ਣ ਅਤੇ ਕਵੀਸ਼ਰੀ ਪੇਸ਼ ਕੀਤੀ ਗਈ। ਇਸ ਮੌਕੇ ਸਕੂਲ ਦੇ ਪ੍ਰਿੰਸੀਪਲ ਅਤੇ ਸਟਾਫ਼ ਮੈਂਬਰਾਂ ਨੇ ਵਿਦਿਆਰਥੀਆਂ ਨੂੰ ਗੁਰੂ ਸਾਹਿਬਾਨ ਦੇ ਦਰਸਾਏ ਮਾਰਗ ਉੱਤੇ ਚੱਲਣ ਲਈ ਪ੍ਰੇਰਿਤ ਕੀਤਾ ਅਤੇ ਇਤਿਹਾਸ ਬਾਰੇ ਵਿਸਥਾਰ ਸਹਿਤ ਜਾਣਕਾਰੀ ਦਿੱਤੀ। ਸਮਾਗਮ ਦੇ ਅੰਤ ਵਿਚ ਗੁਰੂ ਕਾ ਲੰਗਰ ਅਤੁੱਟ ਵਰਤਾਇਆ ਗਿਆ ਅਤੇ ਪਤਵੰਤੇ ਸੱਜਣਾਂ ਦਾ ਸਨਮਾਨ ਕੀਤਾ ਗਿਆ। ਇਸ ਮੌਕੇ ਇਲਾਕੇ ਦੀਆਂ ਸੰਗਤਾਂ ਨੇ ਵੱਡੀ ਗਿਣਤੀ ਵਿਚ ਹਾਜ਼ਰੀ ਭਰੀ। [346, 110, 422, 190]
kohinoor-school-photo [426, 110, 662, 262]
article-body: ਹੁਸ਼ਿਆਰਪੁਰ, 24 ਦਸੰਬਰ (ਅਜੀਤ ਬਿਊਰੋ)- ਸਾਹਿਬਜ਼ਾਦਿਆਂ ਦੀ ਲਾਸਾਨੀ ਸ਼ਹਾਦਤ ਨੂੰ ਸਮਰਪਿਤ ਸਮਾਗਮ ਦੌਰਾਨ ਵਿਦਿਆਰਥੀਆਂ ਵਲੋਂ ਕਵਿਤਾਵਾਂ, ਭਾਸ਼ਣ ਅਤੇ ਕਵੀਸ਼ਰੀ ਪੇਸ਼ ਕੀਤੀ ਗਈ। ਇਸ ਮੌਕੇ ਸਕੂਲ ਦੇ ਪ੍ਰਿੰਸੀਪਲ ਅਤੇ ਸਟਾਫ਼ ਮੈਂਬਰਾਂ ਨੇ ਵਿਦਿਆਰਥੀਆਂ ਨੂੰ ਗੁਰੂ ਸਾਹਿਬਾਨ ਦੇ ਦਰਸਾਏ ਮਾਰਗ ਉੱਤੇ ਚੱਲਣ ਲਈ ਪ੍ਰੇਰਿਤ ਕੀਤਾ ਅਤੇ ਇਤਿਹਾਸ ਬਾਰੇ ਵਿਸਥਾਰ ਸਹਿਤ ਜਾਣਕਾਰੀ ਦਿੱਤੀ। ਸਮਾਗਮ ਦੇ ਅੰਤ ਵਿਚ ਗੁਰੂ ਕਾ ਲੰਗਰ ਅਤੁੱਟ ਵਰਤਾਇਆ ਗਿਆ ਅਤੇ ਪਤਵੰਤੇ ਸੱਜਣਾਂ ਦਾ ਸਨਮਾਨ ਕੀਤਾ ਗਿਆ। ਇਸ ਮੌਕੇ ਇਲਾਕੇ ਦੀਆਂ ਸੰਗਤਾਂ ਨੇ ਵੱਡੀ ਗਿਣਤੀ ਵਿਚ ਹਾਜ਼ਰੀ ਭਰੀ। [504, 976, 582, 1056]
photo-caption: ਗੁਰਮਤਿ ਵਿਖਿਆਤਾਂ ਦੀ ਯਾਦ ਵਿਚ ਵਿਦਿਆਰਥੀਆਂ ਨੂੰ ਸਨਮਾਨਿਤ ਕਰਦੇ ਹੋਏ। [22, 268, 177, 274]
portrait-caption: ਸਰਬਜੀਤ ਕੌਰ [76, 940, 102, 946]
article-body: ਹੁਸ਼ਿਆਰਪੁਰ, 24 ਦਸੰਬਰ (ਅਜੀਤ ਬਿਊਰੋ)- ਸਾਹਿਬਜ਼ਾਦਿਆਂ ਦੀ ਲਾਸਾਨੀ ਸ਼ਹਾਦਤ ਨੂੰ ਸਮਰਪਿਤ ਸਮਾਗਮ ਦੌਰਾਨ ਵਿਦਿਆਰਥੀਆਂ ਵਲੋਂ ਕਵਿਤਾਵਾਂ, ਭਾਸ਼ਣ ਅਤੇ ਕਵੀਸ਼ਰੀ ਪੇਸ਼ ਕੀਤੀ ਗਈ। ਇਸ ਮੌਕੇ ਸਕੂਲ ਦੇ ਪ੍ਰਿੰਸੀਪਲ ਅਤੇ ਸਟਾਫ਼ ਮੈਂਬਰਾਂ ਨੇ ਵਿਦਿਆਰਥੀਆਂ ਨੂੰ ਗੁਰੂ ਸਾਹਿਬਾਨ ਦੇ ਦਰਸਾਏ ਮਾਰਗ ਉੱਤੇ ਚੱਲਣ ਲਈ ਪ੍ਰੇਰਿਤ ਕੀਤਾ ਅਤੇ ਇਤਿਹਾਸ ਬਾਰੇ ਵਿਸਥਾਰ ਸਹਿਤ ਜਾਣਕਾਰੀ ਦਿੱਤੀ। ਸਮਾਗਮ ਦੇ ਅੰਤ ਵਿਚ ਗੁਰੂ ਕਾ ਲੰਗਰ ਅਤੁੱਟ ਵਰਤਾਇਆ ਗਿਆ ਅਤੇ ਪਤਵੰਤੇ ਸੱਜਣਾਂ ਦਾ ਸਨਮਾਨ ਕੀਤਾ ਗਿਆ। ਇਸ ਮੌਕੇ ਇਲਾਕੇ ਦੀਆਂ ਸੰਗਤਾਂ ਨੇ ਵੱਡੀ ਗਿਣਤੀ ਵਿਚ ਹਾਜ਼ਰੀ ਭਰੀ। [427, 344, 505, 424]
photo-caption: ਅਜੀਤ ਦੇ ਉਪ ਦਫ਼ਤਰ ਵਿਖੇ ਹੁਸ਼ਿਆਰਪੁਰ ਪ੍ਰੈੱਸ ਕਲੱਬ ਦੇ ਨਵੇਂ ਚੁਣੇ ਪ੍ਰਧਾਨ ਬਲਜਿੰਦਰਪਾਲ ਸਿੰਘ ਦਾ ਸਨਮਾਨ ਕਰਦੇ ਹੋਏ। [184, 152, 339, 163]
article-body: ਹੁਸ਼ਿਆਰਪੁਰ, 24 ਦਸੰਬਰ (ਅਜੀਤ ਬਿਊਰੋ)- ਸਾਹਿਬਜ਼ਾਦਿਆਂ ਦੀ ਲਾਸਾਨੀ ਸ਼ਹਾਦਤ ਨੂੰ ਸਮਰਪਿਤ ਸਮਾਗਮ ਦੌਰਾਨ ਵਿਦਿਆਰਥੀਆਂ ਵਲੋਂ ਕਵਿਤਾਵਾਂ, ਭਾਸ਼ਣ ਅਤੇ ਕਵੀਸ਼ਰੀ ਪੇਸ਼ ਕੀਤੀ ਗਈ। ਇਸ ਮੌਕੇ ਸਕੂਲ ਦੇ ਪ੍ਰਿੰਸੀਪਲ ਅਤੇ ਸਟਾਫ਼ ਮੈਂਬਰਾਂ ਨੇ ਵਿਦਿਆਰਥੀਆਂ ਨੂੰ ਗੁਰੂ ਸਾਹਿਬਾਨ ਦੇ ਦਰਸਾਏ ਮਾਰਗ ਉੱਤੇ ਚੱਲਣ ਲਈ ਪ੍ਰੇਰਿਤ ਕੀਤਾ ਅਤੇ ਇਤਿਹਾਸ ਬਾਰੇ ਵਿਸਥਾਰ ਸਹਿਤ ਜਾਣਕਾਰੀ ਦਿੱਤੀ। ਸਮਾਗਮ ਦੇ ਅੰਤ ਵਿਚ ਗੁਰੂ ਕਾ ਲੰਗਰ ਅਤੁੱਟ ਵਰਤਾਇਆ ਗਿਆ ਅਤੇ ਪਤਵੰਤੇ ਸੱਜਣਾਂ ਦਾ ਸਨਮਾਨ ਕੀਤਾ ਗਿਆ। ਇਸ ਮੌਕੇ ਇਲਾਕੇ ਦੀਆਂ ਸੰਗਤਾਂ ਨੇ ਵੱਡੀ ਗਿਣਤੀ ਵਿਚ ਹਾਜ਼ਰੀ ਭਰੀ। [103, 92, 179, 172]
article-headline: ਈ. ਟੀ. ਟੀ. ਅਧਿਆਪਕਾ ਸਰਬਜੀਤ ਕੌਰ ਸੋਨੀਆ ਦਾ ਅਚਨਚੇਤ ਦਿਹਾਂਤ [24, 817, 171, 843]
article-body: ਹੁਸ਼ਿਆਰਪੁਰ, 24 ਦਸੰਬਰ (ਅਜੀਤ ਬਿਊਰੋ)- ਸਾਹਿਬਜ਼ਾਦਿਆਂ ਦੀ ਲਾਸਾਨੀ ਸ਼ਹਾਦਤ ਨੂੰ ਸਮਰਪਿਤ ਸਮਾਗਮ ਦੌਰਾਨ ਵਿਦਿਆਰਥੀਆਂ ਵਲੋਂ ਕਵਿਤਾਵਾਂ, ਭਾਸ਼ਣ ਅਤੇ ਕਵੀਸ਼ਰੀ ਪੇਸ਼ ਕੀਤੀ ਗਈ। ਇਸ ਮੌਕੇ ਸਕੂਲ ਦੇ ਪ੍ਰਿੰਸੀਪਲ ਅਤੇ ਸਟਾਫ਼ ਮੈਂਬਰਾਂ ਨੇ ਵਿਦਿਆਰਥੀਆਂ ਨੂੰ ਗੁਰੂ ਸਾਹਿਬਾਨ ਦੇ ਦਰਸਾਏ ਮਾਰਗ ਉੱਤੇ ਚੱਲਣ ਲਈ ਪ੍ਰੇਰਿਤ ਕੀਤਾ ਅਤੇ ਇਤਿਹਾਸ ਬਾਰੇ ਵਿਸਥਾਰ ਸਹਿਤ ਜਾਣਕਾਰੀ ਦਿੱਤੀ। ਸਮਾਗਮ ਦੇ ਅੰਤ ਵਿਚ ਗੁਰੂ ਕਾ ਲੰਗਰ ਅਤੁੱਟ ਵਰਤਾਇਆ ਗਿਆ ਅਤੇ ਪਤਵੰਤੇ ਸੱਜਣਾਂ ਦਾ ਸਨਮਾਨ ਕੀਤਾ ਗਿਆ। ਇਸ ਮੌਕੇ ਇਲਾਕੇ ਦੀਆਂ ਸੰਗਤਾਂ ਨੇ ਵੱਡੀ ਗਿਣਤੀ ਵਿਚ ਹਾਜ਼ਰੀ ਭਰੀ। [587, 440, 663, 520]
article-body: ਹੁਸ਼ਿਆਰਪੁਰ, 24 ਦਸੰਬਰ (ਅਜੀਤ ਬਿਊਰੋ)- ਸਾਹਿਬਜ਼ਾਦਿਆਂ ਦੀ ਲਾਸਾਨੀ ਸ਼ਹਾਦਤ ਨੂੰ ਸਮਰਪਿਤ ਸਮਾਗਮ ਦੌਰਾਨ ਵਿਦਿਆਰਥੀਆਂ ਵਲੋਂ ਕਵਿਤਾਵਾਂ, ਭਾਸ਼ਣ ਅਤੇ ਕਵੀਸ਼ਰੀ ਪੇਸ਼ ਕੀਤੀ ਗਈ। ਇਸ ਮੌਕੇ ਸਕੂਲ ਦੇ ਪ੍ਰਿੰਸੀਪਲ ਅਤੇ ਸਟਾਫ਼ ਮੈਂਬਰਾਂ ਨੇ ਵਿਦਿਆਰਥੀਆਂ ਨੂੰ ਗੁਰੂ ਸਾਹਿਬਾਨ ਦੇ ਦਰਸਾਏ ਮਾਰਗ ਉੱਤੇ ਚੱਲਣ ਲਈ ਪ੍ਰੇਰਿਤ ਕੀਤਾ ਅਤੇ ਇਤਿਹਾਸ ਬਾਰੇ ਵਿਸਥਾਰ ਸਹਿਤ ਜਾਣਕਾਰੀ ਦਿੱਤੀ। ਸਮਾਗਮ ਦੇ ਅੰਤ ਵਿਚ ਗੁਰੂ ਕਾ ਲੰਗਰ ਅਤੁੱਟ ਵਰਤਾਇਆ ਗਿਆ ਅਤੇ ਪਤਵੰਤੇ ਸੱਜਣਾਂ ਦਾ ਸਨਮਾਨ ਕੀਤਾ ਗਿਆ। ਇਸ ਮੌਕੇ ਇਲਾਕੇ ਦੀਆਂ ਸੰਗਤਾਂ ਨੇ ਵੱਡੀ ਗਿਣਤੀ ਵਿਚ ਹਾਜ਼ਰੀ ਭਰੀ। [290, 886, 340, 1022]
article-body: ਹੁਸ਼ਿਆਰਪੁਰ, 24 ਦਸੰਬਰ (ਅਜੀਤ ਬਿਊਰੋ)- ਸਾਹਿਬਜ਼ਾਦਿਆਂ ਦੀ ਲਾਸਾਨੀ ਸ਼ਹਾਦਤ ਨੂੰ ਸਮਰਪਿਤ ਸਮਾਗਮ ਦੌਰਾਨ ਵਿਦਿਆਰਥੀਆਂ ਵਲੋਂ ਕਵਿਤਾਵਾਂ, ਭਾਸ਼ਣ ਅਤੇ ਕਵੀਸ਼ਰੀ ਪੇਸ਼ ਕੀਤੀ ਗਈ। ਇਸ ਮੌਕੇ ਸਕੂਲ ਦੇ ਪ੍ਰਿੰਸੀਪਲ ਅਤੇ ਸਟਾਫ਼ ਮੈਂਬਰਾਂ ਨੇ ਵਿਦਿਆਰਥੀਆਂ ਨੂੰ ਗੁਰੂ ਸਾਹਿਬਾਨ ਦੇ ਦਰਸਾਏ ਮਾਰਗ ਉੱਤੇ ਚੱਲਣ ਲਈ ਪ੍ਰੇਰਿਤ ਕੀਤਾ ਅਤੇ ਇਤਿਹਾਸ ਬਾਰੇ ਵਿਸਥਾਰ ਸਹਿਤ ਜਾਣਕਾਰੀ ਦਿੱਤੀ। ਸਮਾਗਮ ਦੇ ਅੰਤ ਵਿਚ ਗੁਰੂ ਕਾ ਲੰਗਰ ਅਤੁੱਟ ਵਰਤਾਇਆ ਗਿਆ ਅਤੇ ਪਤਵੰਤੇ ਸੱਜਣਾਂ ਦਾ ਸਨਮਾਨ ਕੀਤਾ ਗਿਆ। ਇਸ ਮੌਕੇ ਇਲਾਕੇ ਦੀਆਂ ਸੰਗਤਾਂ ਨੇ ਵੱਡੀ ਗਿਣਤੀ ਵਿਚ ਹਾਜ਼ਰੀ ਭਰੀ। [22, 850, 76, 967]
police-photo [184, 336, 341, 420]
article-headline: ਦਸਮੇਸ਼ ਪਬਲਿਕ ਸੀਨੀਅਰ ਸੈਕੰਡਰੀ ਸਕੂਲ ਵਿਚ ਪੰਜਵੀਂ ਸਲਾਨਾ ਸਪੋਰਟਸ ਮੀਟ ਸ਼ੁਰੂ [350, 309, 491, 331]
article-headline: 42 ਗ੍ਰਾਮ ਹੈਰੋਇਨ ਤੇ ਡਰੱਗ ਮਨੀ ਸਮੇਤ ਕਾਬੂ [190, 435, 313, 471]
article-body: ਹੁਸ਼ਿਆਰਪੁਰ, 24 ਦਸੰਬਰ (ਅਜੀਤ ਬਿਊਰੋ)- ਸਾਹਿਬਜ਼ਾਦਿਆਂ ਦੀ ਲਾਸਾਨੀ ਸ਼ਹਾਦਤ ਨੂੰ ਸਮਰਪਿਤ ਸਮਾਗਮ ਦੌਰਾਨ ਵਿਦਿਆਰਥੀਆਂ ਵਲੋਂ ਕਵਿਤਾਵਾਂ, ਭਾਸ਼ਣ ਅਤੇ ਕਵੀਸ਼ਰੀ ਪੇਸ਼ ਕੀਤੀ ਗਈ। ਇਸ ਮੌਕੇ ਸਕੂਲ ਦੇ ਪ੍ਰਿੰਸੀਪਲ ਅਤੇ ਸਟਾਫ਼ ਮੈਂਬਰਾਂ ਨੇ ਵਿਦਿਆਰਥੀਆਂ ਨੂੰ ਗੁਰੂ ਸਾਹਿਬਾਨ ਦੇ ਦਰਸਾਏ ਮਾਰਗ ਉੱਤੇ ਚੱਲਣ ਲਈ ਪ੍ਰੇਰਿਤ ਕੀਤਾ ਅਤੇ ਇਤਿਹਾਸ ਬਾਰੇ ਵਿਸਥਾਰ ਸਹਿਤ ਜਾਣਕਾਰੀ ਦਿੱਤੀ। ਸਮਾਗਮ ਦੇ ਅੰਤ ਵਿਚ ਗੁਰੂ ਕਾ ਲੰਗਰ ਅਤੁੱਟ ਵਰਤਾਇਆ ਗਿਆ ਅਤੇ ਪਤਵੰਤੇ ਸੱਜਣਾਂ ਦਾ ਸਨਮਾਨ ਕੀਤਾ ਗਿਆ। ਇਸ ਮੌਕੇ ਇਲਾਕੇ ਦੀਆਂ ਸੰਗਤਾਂ ਨੇ ਵੱਡੀ ਗਿਣਤੀ ਵਿਚ ਹਾਜ਼ਰੀ ਭਰੀ। [22, 326, 98, 406]
article-body: ਹੁਸ਼ਿਆਰਪੁਰ, 24 ਦਸੰਬਰ (ਅਜੀਤ ਬਿਊਰੋ)- ਸਾਹਿਬਜ਼ਾਦਿਆਂ ਦੀ ਲਾਸਾਨੀ ਸ਼ਹਾਦਤ ਨੂੰ ਸਮਰਪਿਤ ਸਮਾਗਮ ਦੌਰਾਨ ਵਿਦਿਆਰਥੀਆਂ ਵਲੋਂ ਕਵਿਤਾਵਾਂ, ਭਾਸ਼ਣ ਅਤੇ ਕਵੀਸ਼ਰੀ ਪੇਸ਼ ਕੀਤੀ ਗਈ। ਇਸ ਮੌਕੇ ਸਕੂਲ ਦੇ ਪ੍ਰਿੰਸੀਪਲ [504, 276, 578, 306]
article-headline: ਬਾਬਾ ਗੁਰਪਾਲ ਸਿੰਘ ਦੀ ਯਾਦ 'ਚ ਧਾਰਮਿਕ ਸਮਾਗਮ [506, 950, 585, 969]
photo-caption: ਕੋਹਿਨੂਰ ਇੰਟਰਨੈਸ਼ਨਲ ਸਕੂਲ ਵਿਖੇ ਸ਼ਹੀਦੀ ਹਫ਼ਤੇ ਮੌਕੇ ਵਿਦਿਆਰਥੀ ਪੇਸ਼ਕਾਰੀ ਕਰਦੇ ਹੋਏ। [426, 262, 586, 268]
article-body: ਹੁਸ਼ਿਆਰਪੁਰ, 24 ਦਸੰਬਰ (ਅਜੀਤ ਬਿਊਰੋ)- ਸਾਹਿਬਜ਼ਾਦਿਆਂ ਦੀ ਲਾਸਾਨੀ ਸ਼ਹਾਦਤ ਨੂੰ ਸਮਰਪਿਤ ਸਮਾਗਮ ਦੌਰਾਨ ਵਿਦਿਆਰਥੀਆਂ ਵਲੋਂ ਕਵਿਤਾਵਾਂ, ਭਾਸ਼ਣ ਅਤੇ ਕਵੀਸ਼ਰੀ ਪੇਸ਼ ਕੀਤੀ ਗਈ। ਇਸ ਮੌਕੇ ਸਕੂਲ ਦੇ ਪ੍ਰਿੰਸੀਪਲ [426, 276, 500, 306]
registration-label: CMYK [630, 1074, 645, 1080]
article-body: ਹੁਸ਼ਿਆਰਪੁਰ, 24 ਦਸੰਬਰ (ਅਜੀਤ ਬਿਊਰੋ)- ਸਾਹਿਬਜ਼ਾਦਿਆਂ ਦੀ ਲਾਸਾਨੀ ਸ਼ਹਾਦਤ ਨੂੰ ਸਮਰਪਿਤ ਸਮਾਗਮ ਦੌਰਾਨ ਵਿਦਿਆਰਥੀਆਂ ਵਲੋਂ ਕਵਿਤਾਵਾਂ, ਭਾਸ਼ਣ ਅਤੇ ਕਵੀਸ਼ਰੀ ਪੇਸ਼ ਕੀਤੀ ਗਈ। ਇਸ ਮੌਕੇ ਸਕੂਲ ਦੇ ਪ੍ਰਿੰਸੀਪਲ ਅਤੇ ਸਟਾਫ਼ ਮੈਂਬਰਾਂ ਨੇ ਵਿਦਿਆਰਥੀਆਂ ਨੂੰ ਗੁਰੂ ਸਾਹਿਬਾਨ ਦੇ ਦਰਸਾਏ ਮਾਰਗ ਉੱਤੇ ਚੱਲਣ ਲਈ ਪ੍ਰੇਰਿਤ ਕੀਤਾ ਅਤੇ ਇਤਿਹਾਸ ਬਾਰੇ ਵਿਸਥਾਰ ਸਹਿਤ ਜਾਣਕਾਰੀ ਦਿੱਤੀ। ਸਮਾਗਮ ਦੇ ਅੰਤ ਵਿਚ ਗੁਰੂ ਕਾ ਲੰਗਰ ਅਤੁੱਟ ਵਰਤਾਇਆ ਗਿਆ ਅਤੇ ਪਤਵੰਤੇ ਸੱਜਣਾਂ ਦਾ ਸਨਮਾਨ ਕੀਤਾ ਗਿਆ। ਇਸ ਮੌਕੇ ਇਲਾਕੇ ਦੀਆਂ ਸੰਗਤਾਂ ਨੇ ਵੱਡੀ ਗਿਣਤੀ ਵਿਚ ਹਾਜ਼ਰੀ ਭਰੀ। [101, 608, 177, 688]
article-body: ਹੁਸ਼ਿਆਰਪੁਰ, 24 ਦਸੰਬਰ (ਅਜੀਤ ਬਿਊਰੋ)- ਸਾਹਿਬਜ਼ਾਦਿਆਂ ਦੀ ਲਾਸਾਨੀ ਸ਼ਹਾਦਤ ਨੂੰ ਸਮਰਪਿਤ ਸਮਾਗਮ ਦੌਰਾਨ ਵਿਦਿਆਰਥੀਆਂ ਵਲੋਂ ਕਵਿਤਾਵਾਂ, ਭਾਸ਼ਣ ਅਤੇ ਕਵੀਸ਼ਰੀ ਪੇਸ਼ ਕੀਤੀ ਗਈ। ਇਸ ਮੌਕੇ ਸਕੂਲ ਦੇ ਪ੍ਰਿੰਸੀਪਲ ਅਤੇ ਸਟਾਫ਼ ਮੈਂਬਰਾਂ ਨੇ ਵਿਦਿਆਰਥੀਆਂ ਨੂੰ ਗੁਰੂ ਸਾਹਿਬਾਨ ਦੇ ਦਰਸਾਏ ਮਾਰਗ ਉੱਤੇ ਚੱਲਣ ਲਈ ਪ੍ਰੇਰਿਤ ਕੀਤਾ ਅਤੇ ਇਤਿਹਾਸ ਬਾਰੇ ਵਿਸਥਾਰ ਸਹਿਤ ਜਾਣਕਾਰੀ ਦਿੱਤੀ। ਸਮਾਗਮ ਦੇ ਅੰਤ ਵਿਚ ਗੁਰੂ ਕਾ ਲੰਗਰ ਅਤੁੱਟ ਵਰਤਾਇਆ ਗਿਆ ਅਤੇ ਪਤਵੰਤੇ ਸੱਜਣਾਂ ਦਾ ਸਨਮਾਨ ਕੀਤਾ ਗਿਆ। ਇਸ ਮੌਕੇ ਇਲਾਕੇ ਦੀਆਂ ਸੰਗਤਾਂ ਨੇ ਵੱਡੀ ਗਿਣਤੀ ਵਿਚ ਹਾਜ਼ਰੀ ਭਰੀ। [128, 850, 178, 986]
article-body: ਹੁਸ਼ਿਆਰਪੁਰ, 24 ਦਸੰਬਰ (ਅਜੀਤ ਬਿਊਰੋ)- ਸਾਹਿਬਜ਼ਾਦਿਆਂ ਦੀ ਲਾਸਾਨੀ ਸ਼ਹਾਦਤ ਨੂੰ ਸਮਰਪਿਤ ਸਮਾਗਮ ਦੌਰਾਨ ਵਿਦਿਆਰਥੀਆਂ ਵਲੋਂ ਕਵਿਤਾਵਾਂ, ਭਾਸ਼ਣ ਅਤੇ ਕਵੀਸ਼ਰੀ ਪੇਸ਼ ਕੀਤੀ ਗਈ। ਇਸ ਮੌਕੇ ਸਕੂਲ ਦੇ ਪ੍ਰਿੰਸੀਪਲ ਅਤੇ ਸਟਾਫ਼ ਮੈਂਬਰਾਂ ਨੇ ਵਿਦਿਆਰਥੀਆਂ ਨੂੰ ਗੁਰੂ ਸਾਹਿਬਾਨ ਦੇ ਦਰਸਾਏ ਮਾਰਗ ਉੱਤੇ ਚੱਲਣ ਲਈ ਪ੍ਰੇਰਿਤ ਕੀਤਾ ਅਤੇ ਇਤਿਹਾਸ ਬਾਰੇ ਵਿਸਥਾਰ ਸਹਿਤ ਜਾਣਕਾਰੀ ਦਿੱਤੀ। ਸਮਾਗਮ ਦੇ ਅੰਤ ਵਿਚ ਗੁਰੂ ਕਾ ਲੰਗਰ ਅਤੁੱਟ ਵਰਤਾਇਆ ਗਿਆ ਅਤੇ ਪਤਵੰਤੇ ਸੱਜਣਾਂ ਦਾ ਸਨਮਾਨ ਕੀਤਾ ਗਿਆ। ਇਸ ਮੌਕੇ ਇਲਾਕੇ ਦੀਆਂ ਸੰਗਤਾਂ ਨੇ ਵੱਡੀ ਗਿਣਤੀ ਵਿਚ ਹਾਜ਼ਰੀ ਭਰੀ। [184, 486, 260, 566]
header-rule [14, 44, 674, 46]
jail-event-group-photo [346, 534, 666, 646]
article-body: ਹੁਸ਼ਿਆਰਪੁਰ, 24 ਦਸੰਬਰ (ਅਜੀਤ ਬਿਊਰੋ)- ਸਾਹਿਬਜ਼ਾਦਿਆਂ ਦੀ ਲਾਸਾਨੀ ਸ਼ਹਾਦਤ ਨੂੰ ਸਮਰਪਿਤ ਸਮਾਗਮ ਦੌਰਾਨ ਵਿਦਿਆਰਥੀਆਂ ਵਲੋਂ ਕਵਿਤਾਵਾਂ, ਭਾਸ਼ਣ ਅਤੇ ਕਵੀਸ਼ਰੀ ਪੇਸ਼ ਕੀਤੀ ਗਈ। ਇਸ ਮੌਕੇ ਸਕੂਲ ਦੇ ਪ੍ਰਿੰਸੀਪਲ ਅਤੇ ਸਟਾਫ਼ ਮੈਂਬਰਾਂ ਨੇ ਵਿਦਿਆਰਥੀਆਂ ਨੂੰ ਗੁਰੂ ਸਾਹਿਬਾਨ ਦੇ ਦਰਸਾਏ ਮਾਰਗ ਉੱਤੇ ਚੱਲਣ ਲਈ ਪ੍ਰੇਰਿਤ ਕੀਤਾ ਅਤੇ ਇਤਿਹਾਸ ਬਾਰੇ ਵਿਸਥਾਰ ਸਹਿਤ ਜਾਣਕਾਰੀ ਦਿੱਤੀ। ਸਮਾਗਮ ਦੇ ਅੰਤ ਵਿਚ ਗੁਰੂ ਕਾ ਲੰਗਰ ਅਤੁੱਟ ਵਰਤਾਇਆ ਗਿਆ ਅਤੇ ਪਤਵੰਤੇ ਸੱਜਣਾਂ ਦਾ ਸਨਮਾਨ ਕੀਤਾ ਗਿਆ। ਇਸ ਮੌਕੇ ਇਲਾਕੇ ਦੀਆਂ ਸੰਗਤਾਂ ਨੇ ਵੱਡੀ ਗਿਣਤੀ ਵਿਚ ਹਾਜ਼ਰੀ ਭਰੀ। [346, 800, 396, 936]
section-name: ਅਜੀਤ ਫੀਚਰ [22, 18, 68, 28]
students-assembly-photo [504, 764, 666, 836]
portrait-photo [78, 876, 128, 940]
sports-photo [184, 604, 341, 662]
print-meta-line: Ajt_9_Page_1.qxd 12/24/2025 11:18 PM Page 1 [6, 1, 124, 7]
